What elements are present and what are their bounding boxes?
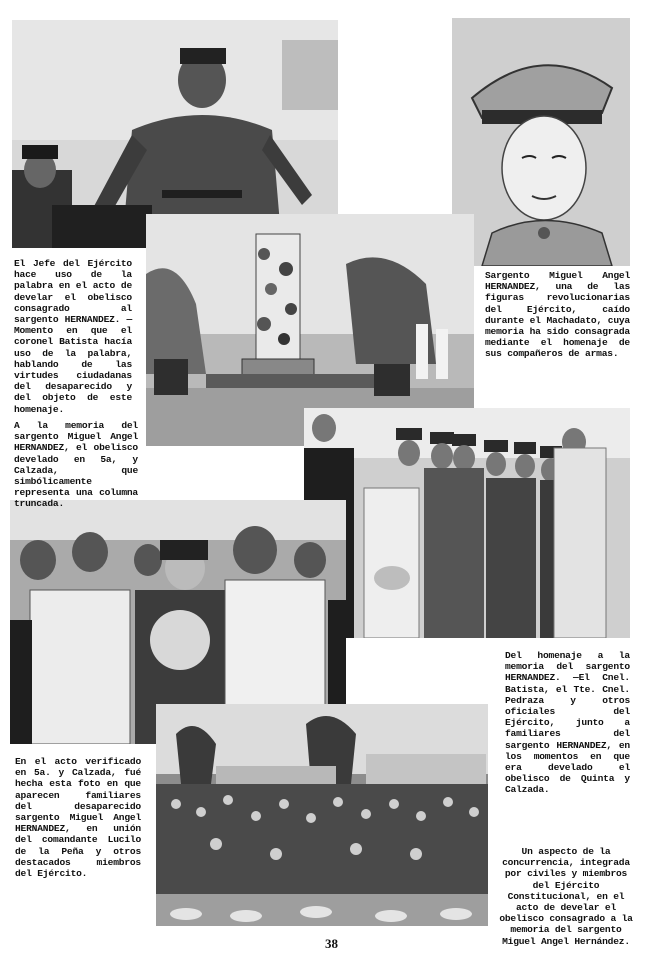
portrait-photo-image <box>452 18 630 266</box>
caption-portrait: Sargento Miguel Angel HERNANDEZ, una de las figuras revolucionarias del Ejército, caído durante el Machadato, cuya memoria ha sido consagrada mediante el homenaje de sus compañeros de armas. <box>485 270 630 360</box>
caption-family: En el acto verificado en 5a. y Calzada, fué hecha esta foto en que aparecen familiares del desaparecido sargento Miguel Angel HERNANDEZ, en unión del comandante Lucilo de la Peña y otros destacados miembros del Ejército. <box>15 756 141 880</box>
page-number: 38 <box>325 936 338 951</box>
caption-speech: El Jefe del Ejército hace uso de la palabra en el acto de develar el obelisco consagrado al sargento HERNANDEZ. —Momento en que el coronel Batista hacía uso de la palabra, hablando de las virtudes ciudadanas del desaparecido y del objeto de este homenaje. <box>14 258 132 415</box>
crowd-photo-image <box>156 704 488 926</box>
photo-officers <box>304 408 630 638</box>
officers-photo-image <box>304 408 630 638</box>
caption-obelisk: A la memoria del sargento Miguel Angel HERNANDEZ, el obelisco develado en 5a, y Calzada, que simbólicamente representa una columna truncada. <box>14 420 138 510</box>
photo-portrait <box>452 18 630 266</box>
photo-crowd <box>156 704 488 926</box>
caption-officers: Del homenaje a la memoria del sargento HERNANDEZ. —El Cnel. Batista, el Tte. Cnel. Pedraza y otros oficiales del Ejército, junto a familiares del sargento HERNANDEZ, en los momentos en que era develado el obelisco de Quinta y Calzada. <box>505 650 630 796</box>
caption-crowd: Un aspecto de la concurrencia, integrada por civiles y miembros del Ejército Constitucional, en el acto de develar el obelisco consagrado a la memoria del sargento Miguel Angel Hernández. <box>499 846 633 947</box>
